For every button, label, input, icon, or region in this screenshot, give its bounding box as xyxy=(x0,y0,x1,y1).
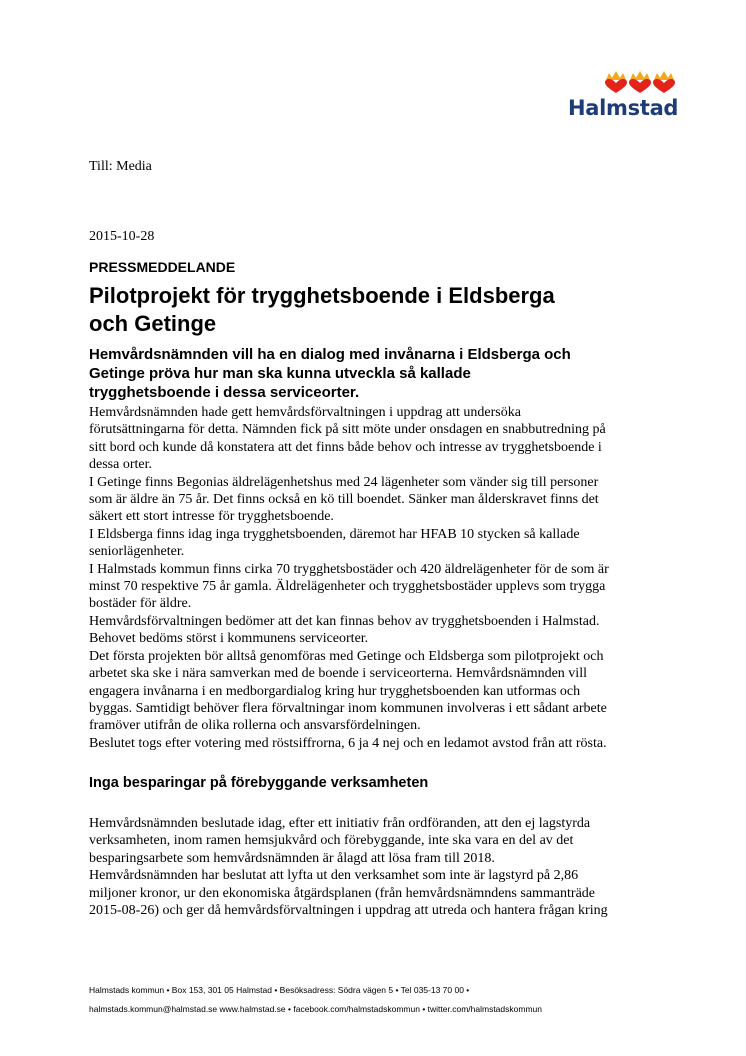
body-line: framöver utifrån de olika rollerna och ansvarsfördelningen. xyxy=(89,718,421,734)
crown-hearts-icon xyxy=(604,70,676,94)
body-line: säkert ett stort intresse för trygghetsboende. xyxy=(89,509,334,525)
halmstad-logo xyxy=(568,70,678,124)
body-line: seniorlägenheter. xyxy=(89,544,185,560)
footer-contact-links: halmstads.kommun@halmstad.se www.halmstad.se • facebook.com/halmstadskommun • twitter.com/halmstadskommun xyxy=(89,1004,542,1014)
recipient-line: Till: Media xyxy=(89,159,152,174)
body-line: Behovet bedöms störst i kommunens serviceorter. xyxy=(89,631,369,647)
body-line: sitt bord och kunde då konstatera att det finns både behov och intresse av trygghetsboende i xyxy=(89,439,602,455)
body-line: minst 70 respektive 75 år gamla. Äldrelägenheter och trygghetsbostäder upplevs som trygga xyxy=(89,579,606,595)
body-line: engagera invånarna i en medborgardialog kring hur trygghetsboenden kan utformas och xyxy=(89,683,581,699)
page-footer xyxy=(89,981,689,1019)
body-text-section-1 xyxy=(89,404,649,752)
body-line: dessa orter. xyxy=(89,457,152,473)
release-date: 2015-10-28 xyxy=(89,229,155,244)
body-text-section-2 xyxy=(89,815,649,919)
body-line: arbetet ska ske i nära samverkan med de boende i serviceorterna. Hemvårdsnämnden vill xyxy=(89,666,587,682)
lead-line: Getinge pröva hur man ska kunna utveckla så kallade xyxy=(89,365,471,382)
page-title xyxy=(89,282,689,338)
body-line: Hemvårdsnämnden har beslutat att lyfta ut den verksamhet som inte är lagstyrd på 2,86 xyxy=(89,868,579,884)
lead-line: Hemvårdsnämnden vill ha en dialog med invånarna i Eldsberga och xyxy=(89,346,571,363)
body-line: I Getinge finns Begonias äldrelägenhetshus med 24 lägenheter som vänder sig till personer xyxy=(89,474,599,490)
title-line: Pilotprojekt för trygghetsboende i Eldsberga xyxy=(89,283,555,308)
section-heading: Inga besparingar på förebyggande verksamheten xyxy=(89,775,429,791)
body-line: bostäder för äldre. xyxy=(89,596,192,612)
press-release-label: PRESSMEDDELANDE xyxy=(89,259,236,275)
body-line: miljoner kronor, ur den ekonomiska åtgärdsplanen (från hemvårdsnämndens sammanträde xyxy=(89,885,596,901)
body-line: som är äldre än 75 år. Det finns också en kö till boendet. Sänker man ålderskravet finns det xyxy=(89,492,599,508)
body-line: Hemvårdsförvaltningen bedömer att det kan finnas behov av trygghetsboenden i Halmstad. xyxy=(89,613,600,629)
title-line: och Getinge xyxy=(89,311,217,336)
body-line: I Halmstads kommun finns cirka 70 trygghetsbostäder och 420 äldrelägenheter för de som är xyxy=(89,561,609,577)
footer-address: Halmstads kommun • Box 153, 301 05 Halmstad • Besöksadress: Södra vägen 5 • Tel 035-13 70 00 • xyxy=(89,985,470,995)
lead-line: trygghetsboende i dessa serviceorter. xyxy=(89,384,360,401)
body-line: Hemvårdsnämnden hade gett hemvårdsförvaltningen i uppdrag att undersöka xyxy=(89,405,521,420)
body-line: besparingsarbete som hemvårdsnämnden är ålagd att lösa fram till 2018. xyxy=(89,850,495,866)
lead-paragraph xyxy=(89,345,649,402)
body-line: Beslutet togs efter votering med röstsiffrorna, 6 ja 4 nej och en ledamot avstod från att rösta. xyxy=(89,735,607,751)
body-line: 2015-08-26) och ger då hemvårdsförvaltningen i uppdrag att utreda och hantera frågan kring xyxy=(89,903,608,919)
body-line: Hemvårdsnämnden beslutade idag, efter ett initiativ från ordföranden, att den ej lagstyrda xyxy=(89,816,591,831)
body-line: Det första projekten bör alltså genomföras med Getinge och Eldsberga som pilotprojekt och xyxy=(89,648,604,664)
body-line: I Eldsberga finns idag inga trygghetsboenden, däremot har HFAB 10 stycken så kallade xyxy=(89,526,580,542)
body-line: verksamheten, inom ramen hemsjukvård och förebyggande, inte ska vara en del av det xyxy=(89,833,574,849)
logo-wordmark: Halmstad xyxy=(568,96,679,120)
body-line: förutsättningarna för detta. Nämnden fick på sitt möte under onsdagen en snabbutredning på xyxy=(89,422,606,438)
body-line: byggas. Samtidigt behöver flera förvaltningar inom kommunen involveras i ett sådant arbete xyxy=(89,700,607,716)
